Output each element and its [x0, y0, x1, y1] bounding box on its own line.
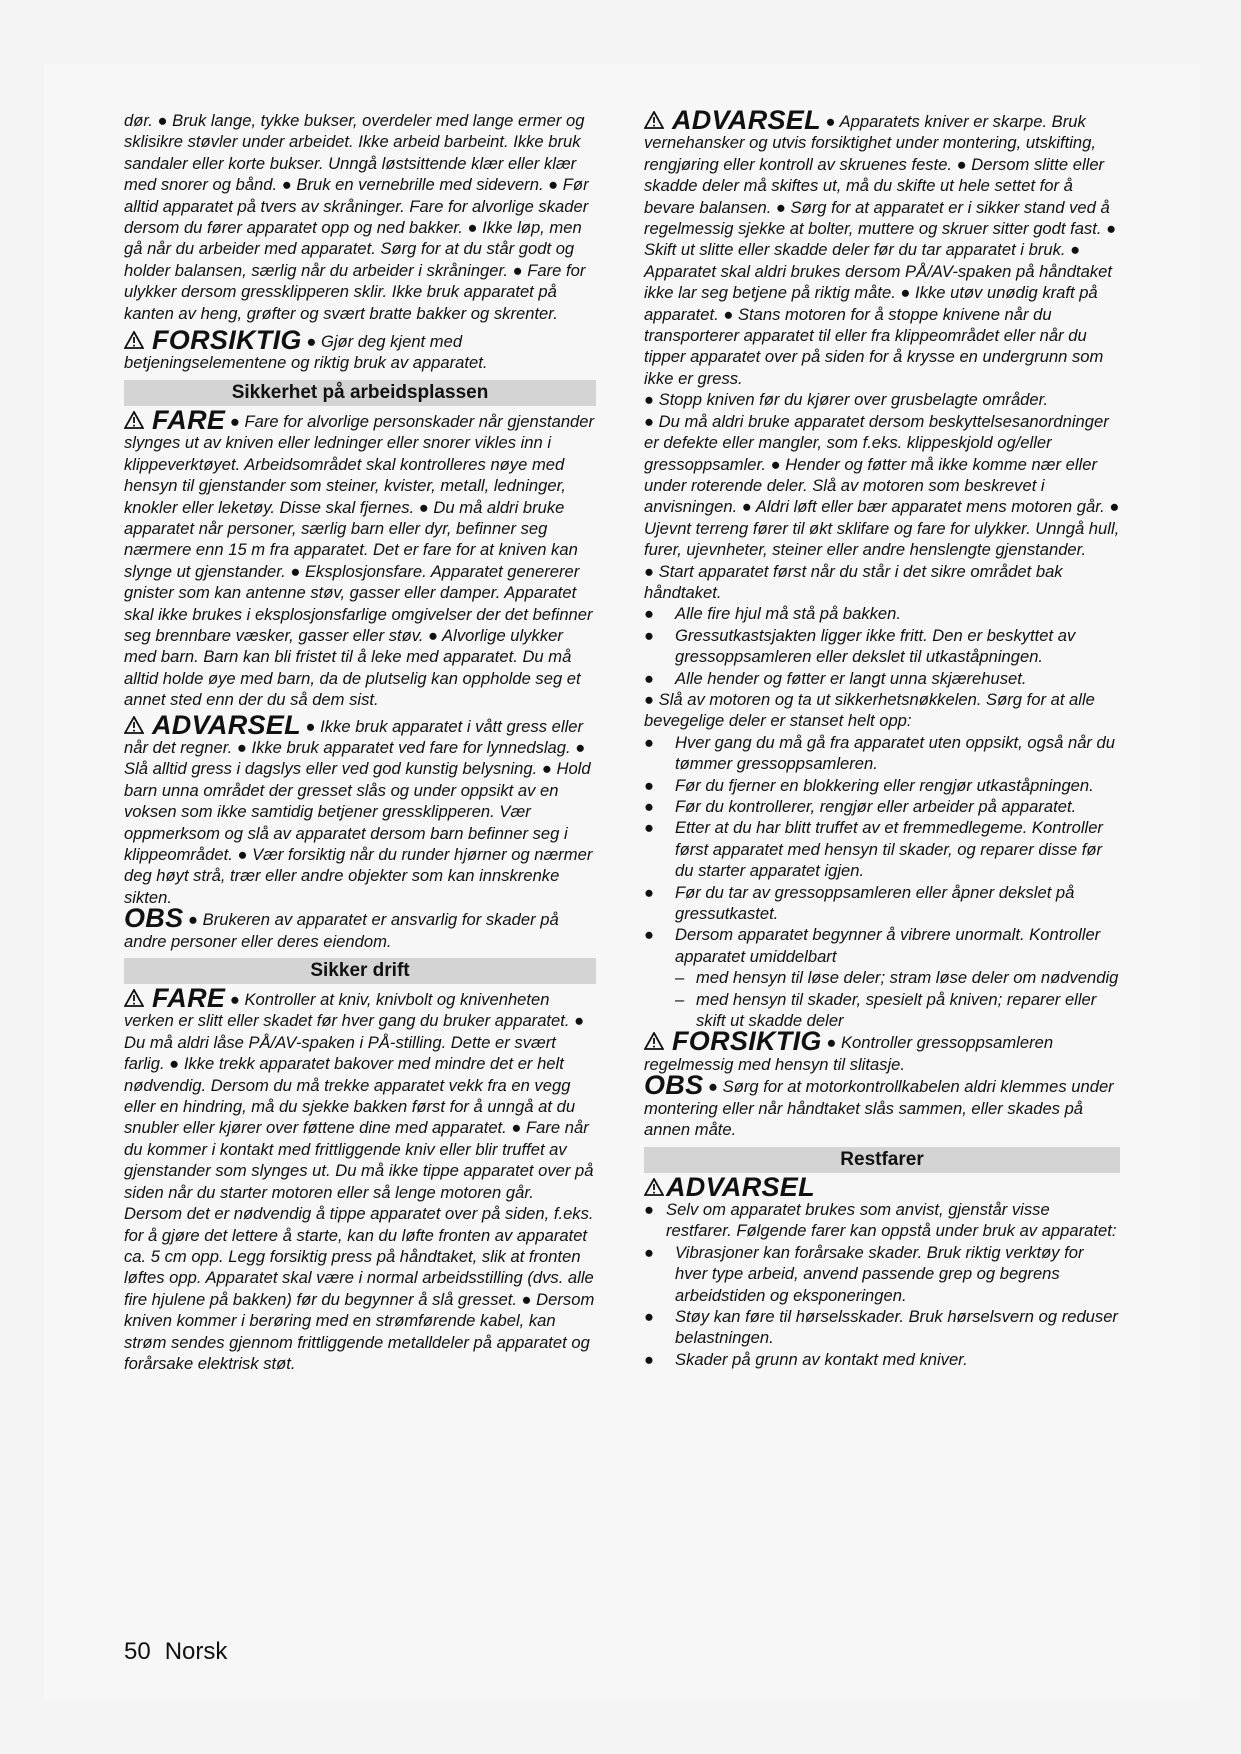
bullet: ●: [644, 882, 655, 902]
list-item: ● Etter at du har blitt truffet av et fremmedlegeme. Kontroller først apparatet med hensyn til skader, og reparer disse før du starter apparatet igjen.: [644, 818, 1103, 881]
list-item: ● Alle hender og føtter er langt unna skjærehuset.: [644, 668, 1027, 688]
start-paragraph: ● Start apparatet først når du står i det sikre området bak håndtaket.: [644, 561, 1063, 602]
obs-notice-1: [124, 903, 596, 952]
list-item: ● Før du fjerner en blokkering eller rengjør utkaståpningen.: [644, 775, 1094, 795]
list-item: ● Før du kontrollerer, rengjør eller arbeider på apparatet.: [644, 797, 1077, 816]
dash-mark: –: [675, 968, 685, 988]
dash-mark: –: [675, 989, 685, 1009]
page-number: 50: [124, 1638, 151, 1665]
advarsel-text: ● Apparatets kniver er skarpe. Bruk vernehansker og utvis forsiktighet under montering, utskifting, rengjøring eller kontroll av skruenes feste. ● Dersom slitte eller skadde deler må skiftes ut, må du skifte ut hele settet for å bevare balansen. ● Sørg for at apparatet er i sikker stand ved å regelmessig sjekke at bolter, muttere og skruer sitter godt fast. ● Skift ut slitte eller skadde deler før du tar apparatet i bruk. ● Apparatet skal aldri brukes dersom PÅ/AV-spaken på håndtaket ikke lar seg betjene på riktig måte. ● Ikke utøv unødig kraft på apparatet. ● Stans motoren for å stoppe knivene når du transporterer apparatet til eller fra klippeområdet eller når du tipper apparatet over på siden for å krysse en undergrunn som ikke er gress.: [644, 112, 1117, 388]
fare-text: ● Kontroller at kniv, knivbolt og knivenheten verken er slitt eller skadet før hver gang du bruker apparatet. ● Du må aldri låse PÅ/AV-spaken i PÅ-stilling. Dette er svært farlig. ● Ikke trekk apparatet bakover med mindre det er helt nødvendig. Dersom du må trekke apparatet vekk fra en vegg eller en hindring, må du sjekke bakken først for å unngå at du snubler eller kjører over føttene dine med apparatet. ● Fare når du kommer i kontakt med frittliggende kniv eller blir truffet av gjenstander som slynges ut. Du må ikke tippe apparatet over på siden når du starter motoren eller så lenge motoren går. Dersom det er nødvendig å tippe apparatet over på siden, f.eks. for å gjøre det lettere å starte, kan du løfte fronten av apparatet ca. 5 cm opp. Legg forsiktig press på håndtaket, slik at fronten løftes opp. Apparatet skal være i normal arbeidsstilling (dvs. alle fire hjulene på bakken) før du begynner å slå gresset. ● Dersom kniven kommer i berøring med en strømførende kabel, kan strøm sendes gjennom frittliggende metalldeler på apparatet og forårsake elektrisk støt.: [124, 990, 595, 1373]
advarsel-label: ADVARSEL: [672, 105, 821, 135]
warning-triangle-icon: [124, 411, 144, 429]
bullet: ●: [644, 1242, 655, 1262]
warning-triangle-icon: [124, 716, 144, 734]
list-item: ● Skader på grunn av kontakt med kniver.: [644, 1349, 968, 1369]
bullet: ●: [644, 925, 655, 945]
obs-notice-2: [644, 1070, 1120, 1140]
section-heading-safe-operation: Sikker drift: [124, 958, 596, 984]
forsiktig-label: FORSIKTIG: [672, 1026, 822, 1057]
list-item: ● Dersom apparatet begynner å vibrere unormalt. Kontroller apparatet umiddelbart: [644, 925, 1101, 966]
warning-triangle-icon: [644, 111, 664, 129]
list-residual-risks: [644, 1242, 1120, 1370]
bullet: ●: [644, 797, 655, 816]
warning-triangle-icon: [124, 331, 144, 349]
advarsel-label: ADVARSEL: [666, 1171, 815, 1202]
stop-engine-paragraph: ● Slå av motoren og ta ut sikkerhetsnøkkelen. Sørg for at alle bevegelige deler er stanset helt opp:: [644, 689, 1095, 731]
residual-intro: ● Selv om apparatet brukes som anvist, gjenstår visse restfarer. Følgende farer kan oppstå under bruk av apparatet:: [644, 1199, 1117, 1241]
dash-item: – med hensyn til skader, spesielt på kniven; reparer eller skift ut skadde deler: [675, 989, 1097, 1031]
guards-paragraph: ● Du må aldri bruke apparatet dersom beskyttelsesanordninger er defekte eller mangler, som f.eks. klippeskjold og/eller gressoppsamler. ● Hender og føtter må ikke komme nær eller under roterende deler. Slå av motoren som beskrevet i anvisningen. ● Aldri løft eller bær apparatet mens motoren går. ● Ujevnt terreng fører til økt sklifare og fare for ulykker. Unngå hull, furer, ujevnheter, steiner eller andre henslengte gjenstander.: [644, 411, 1120, 560]
advarsel-label: ADVARSEL: [152, 709, 301, 740]
fare-label: FARE: [152, 983, 226, 1014]
forsiktig-label: FORSIKTIG: [152, 325, 302, 356]
warning-triangle-icon: [644, 1032, 664, 1050]
forsiktig-notice-2: [644, 1026, 1120, 1075]
bullet: ●: [644, 668, 655, 688]
list-item: ● Støy kan føre til hørselsskader. Bruk hørselsvern og reduser belastningen.: [644, 1306, 1118, 1348]
right-column: [644, 105, 1120, 1370]
list-item: ● Gressutkastsjakten ligger ikke fritt. Den er beskyttet av gressoppsamleren eller dekslet til utkaståpningen.: [644, 625, 1076, 667]
forsiktig-text: ● Gjør deg kjent med betjeningselementene og riktig bruk av apparatet.: [124, 332, 488, 373]
fare-label: FARE: [152, 404, 226, 435]
stop-blade-paragraph: ● Stopp kniven før du kjører over grusbelagte områder.: [644, 390, 1049, 410]
page-footer: [124, 1638, 241, 1666]
advarsel-notice-1: [124, 709, 596, 909]
fare-notice-1: [124, 404, 596, 711]
forsiktig-text: ● Kontroller gressoppsamleren regelmessig med hensyn til slitasje.: [644, 1033, 1054, 1074]
intro-paragraph: dør. ● Bruk lange, tykke bukser, overdeler med lange ermer og sklisikre støvler under arbeidet. Ikke arbeid barbeint. Ikke bruk sandaler eller korte bukser. Unngå løstsittende klær eller klær med snorer og bånd. ● Bruk en vernebrille med sidevern. ● Før alltid apparatet på tvers av skråninger. Fare for alvorlige skader dersom du fører apparatet opp og ned bakker. ● Ikke løp, men gå når du arbeider med apparatet. Sørg for at du står godt og holder balansen, særlig når du arbeider i skråninger. ● Fare for ulykker dersom gressklipperen sklir. Ikke bruk apparatet på kanten av heng, grøfter og svært bratte bakker og skrenter.: [124, 111, 589, 323]
dash-item: – med hensyn til løse deler; stram løse deler om nødvendig: [675, 968, 1119, 988]
fare-notice-2: [124, 983, 596, 1374]
bullet: ●: [644, 1306, 655, 1326]
advarsel-notice-2: [644, 105, 1120, 389]
list-item: ● Alle fire hjul må stå på bakken.: [644, 604, 901, 624]
obs-label: OBS: [124, 903, 184, 934]
language-label: Norsk: [164, 1638, 228, 1665]
obs-label: OBS: [644, 1070, 704, 1101]
list-item: ● Før du tar av gressoppsamleren eller åpner dekslet på gressutkastet.: [644, 882, 1075, 924]
advarsel-notice-3: [644, 1171, 1120, 1202]
list-item: ● Hver gang du må gå fra apparatet uten oppsikt, også når du tømmer gressoppsamleren.: [644, 732, 1116, 774]
advarsel-text: ● Ikke bruk apparatet i vått gress eller når det regner. ● Ikke bruk apparatet ved fare for lynnedslag. ● Slå alltid gress i dagslys eller ved god kunstig belysning. ● Hold barn unna området der gresset slås og under oppsikt av en voksen som ikke samtidig betjener gressklipperen. Vær oppmerksom og slå av apparatet dersom barn befinner seg i klippeområdet. ● Vær forsiktig når du runder hjørner og nærmer deg høyt strå, trær eller andre objekter som kan innskrenke sikten.: [124, 716, 593, 907]
section-heading-workplace: Sikkerhet på arbeidsplassen: [124, 380, 596, 406]
bullet: ●: [644, 818, 655, 838]
section-heading-residual-risks: Restfarer: [644, 1147, 1120, 1173]
list-item: ● Vibrasjoner kan forårsake skader. Bruk riktig verktøy for hver type arbeid, anvend passende grep og begrens arbeidstiden og eksponeringen.: [644, 1242, 1084, 1305]
fare-text: ● Fare for alvorlige personskader når gjenstander slynges ut av kniven eller ledninger eller snorer vikles inn i klippeverktøyet. Arbeidsområdet skal kontrolleres nøye med hensyn til gjenstander som steiner, kvister, metall, ledninger, knokler eller leketøy. Disse skal fjernes. ● Du må aldri bruke apparatet når personer, særlig barn eller dyr, befinner seg nærmere enn 15 m fra apparatet. Det er fare for at kniven kan slynge ut gjenstander. ● Eksplosjonsfare. Apparatet genererer gnister som kan antenne støv, gasser eller damper. Apparatet skal ikke brukes i eksplosjonsfarlige omgivelser der det befinner seg brennbare væsker, gasser eller støv. ● Alvorlige ulykker med barn. Barn kan bli fristet til å leke med apparatet. Du må alltid holde øye med barn, da de plutselig kan oppholde seg et annet sted enn der du så dem sist.: [124, 411, 595, 710]
list-start-conditions: [644, 603, 1120, 689]
bullet: ●: [644, 1349, 655, 1369]
left-column: [124, 110, 596, 1374]
bullet: ●: [644, 625, 655, 645]
obs-text: ● Sørg for at motorkontrollkabelen aldri klemmes under montering eller når håndtaket slås sammen, eller skades på annen måte.: [644, 1077, 1114, 1140]
bullet: ●: [644, 604, 655, 624]
bullet: ●: [644, 775, 655, 795]
bullet: ●: [644, 732, 655, 752]
bullet: ●: [644, 1199, 655, 1219]
warning-triangle-icon: [644, 1178, 664, 1196]
forsiktig-notice: [124, 325, 596, 374]
obs-text: ● Brukeren av apparatet er ansvarlig for skader på andre personer eller deres eiendom.: [124, 910, 559, 951]
list-stop-conditions: [644, 732, 1120, 1032]
warning-triangle-icon: [124, 989, 144, 1007]
